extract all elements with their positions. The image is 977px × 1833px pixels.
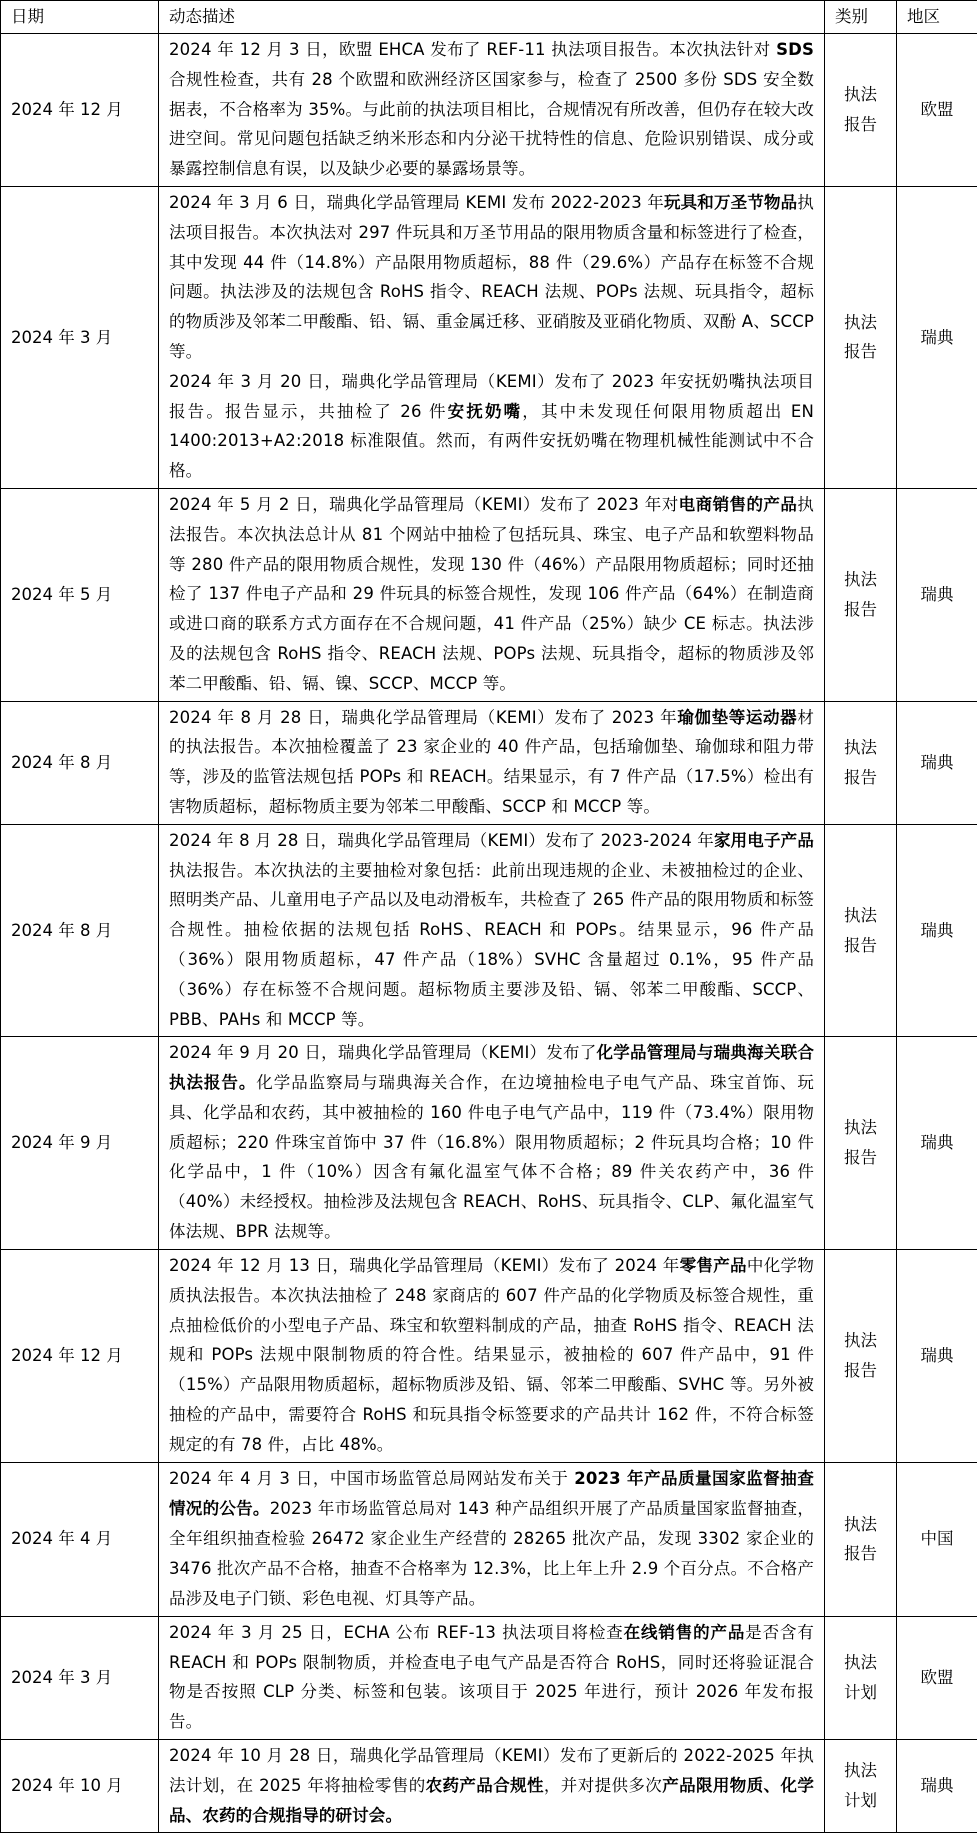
description-text: 中化学物质执法报告。本次执法抽检了 248 家商店的 607 件产品的化学物质及标签合规性，重点抽检低价的小型电子产品、珠宝和软塑料制成的产品，抽查 RoHS 指令、REACH 法规和 POPs 法规中限制物质的符合性。结果显示，被抽检的 607 件产品中，91 件（15%）产品限用物质超标，超标物质涉及铅、镉、邻苯二甲酸酯、SVHC 等。另外被抽检的产品中，需要符合 RoHS 和玩具指令标签要求的产品共计 162 件，不符合标签规定的有 78 件，占比 48%。 bbox=[169, 1256, 814, 1454]
row-date: 2024 年 3 月 bbox=[1, 1616, 159, 1739]
row-description bbox=[159, 701, 825, 824]
row-date: 2024 年 12 月 bbox=[1, 34, 159, 187]
row-date: 2024 年 3 月 bbox=[1, 186, 159, 488]
highlight-text: 产品限用物质、化学品、农药的合规指导的研讨会。 bbox=[169, 1776, 814, 1825]
row-description bbox=[159, 186, 825, 488]
category-text: 执法 bbox=[829, 80, 892, 110]
row-date: 2024 年 5 月 bbox=[1, 488, 159, 701]
category-text: 报告 bbox=[829, 1356, 892, 1386]
description-paragraph bbox=[169, 1251, 814, 1460]
row-date: 2024 年 9 月 bbox=[1, 1037, 159, 1250]
row-description bbox=[159, 34, 825, 187]
highlight-text: 玩具和万圣节物品 bbox=[664, 193, 797, 212]
row-category bbox=[825, 824, 897, 1037]
highlight-text: 电商销售的产品 bbox=[679, 495, 798, 514]
description-text: 执法报告。本次执法总计从 81 个网站中抽检了包括玩具、珠宝、电子产品和软塑料物品等 280 件产品的限用物质合规性，发现 130 件（46%）产品限用物质超标；同时还抽检了 137 件电子产品和 29 件玩具的标签合规性，发现 106 件产品（64%）在制造商或进口商的联系方式方面存在不合规问题，41 件产品（25%）缺少 CE 标志。执法涉及的法规包含 RoHS 指令、REACH 法规、POPs 法规、玩具指令，超标的物质涉及邻苯二甲酸酯、铅、镉、镍、SCCP、MCCP 等。 bbox=[169, 495, 814, 693]
description-paragraph bbox=[169, 1741, 814, 1830]
description-text: 2024 年 9 月 20 日，瑞典化学品管理局（KEMI）发布了 bbox=[169, 1043, 597, 1062]
description-paragraph bbox=[169, 1618, 814, 1737]
category-text: 报告 bbox=[829, 1539, 892, 1569]
highlight-text: 化学品管理局与瑞典海关联合执法报告。 bbox=[169, 1043, 814, 1092]
description-text: 材的执法报告。本次抽检覆盖了 23 家企业的 40 件产品，包括瑜伽垫、瑜伽球和阻力带等，涉及的监管法规包括 POPs 和 REACH。结果显示，有 7 件产品（17.5%）检出有害物质超标，超标物质主要为邻苯二甲酸酯、SCCP 和 MCCP 等。 bbox=[169, 708, 814, 816]
description-paragraph bbox=[169, 826, 814, 1035]
description-paragraph bbox=[169, 367, 814, 486]
row-description bbox=[159, 488, 825, 701]
table-row bbox=[1, 34, 977, 187]
row-region: 中国 bbox=[897, 1462, 977, 1616]
description-text: 2024 年 5 月 2 日，瑞典化学品管理局（KEMI）发布了 2023 年对 bbox=[169, 495, 679, 514]
description-text: 2024 年 3 月 20 日，瑞典化学品管理局（KEMI）发布了 2023 年安抚奶嘴执法项目报告。报告显示，共抽检了 26 件 bbox=[169, 372, 814, 421]
highlight-text: 瑜伽垫等运动器 bbox=[677, 708, 797, 727]
category-text: 执法 bbox=[829, 1113, 892, 1143]
row-region: 瑞典 bbox=[897, 701, 977, 824]
description-paragraph bbox=[169, 35, 814, 184]
header-date: 日期 bbox=[1, 1, 159, 34]
row-category bbox=[825, 1462, 897, 1616]
category-text: 执法 bbox=[829, 733, 892, 763]
description-paragraph bbox=[169, 703, 814, 822]
row-description bbox=[159, 1616, 825, 1739]
row-category bbox=[825, 186, 897, 488]
table-header-row bbox=[1, 1, 977, 34]
table-row bbox=[1, 824, 977, 1037]
table-row bbox=[1, 1462, 977, 1616]
category-text: 报告 bbox=[829, 1143, 892, 1173]
row-date: 2024 年 12 月 bbox=[1, 1249, 159, 1462]
table-row bbox=[1, 1616, 977, 1739]
header-region: 地区 bbox=[897, 1, 977, 34]
highlight-text: 农药产品合规性 bbox=[426, 1776, 544, 1795]
row-region: 欧盟 bbox=[897, 1616, 977, 1739]
description-text: 执法报告。本次执法的主要抽检对象包括：此前出现违规的企业、未被抽检过的企业、照明类产品、儿童用电子产品以及电动滑板车，共检查了 265 件产品的限用物质和标签合规性。抽检依据的法规包括 RoHS、REACH 和 POPs。结果显示，96 件产品（36%）限用物质超标，47 件产品（18%）SVHC 含量超过 0.1%，95 件产品（36%）存在标签不合规问题。超标物质主要涉及铅、镉、邻苯二甲酸酯、SCCP、PBB、PAHs 和 MCCP 等。 bbox=[169, 861, 814, 1029]
highlight-text: SDS bbox=[776, 40, 814, 59]
category-text: 计划 bbox=[829, 1678, 892, 1708]
table-row bbox=[1, 1037, 977, 1250]
description-text: 2024 年 12 月 13 日，瑞典化学品管理局（KEMI）发布了 2024 年 bbox=[169, 1256, 680, 1275]
row-date: 2024 年 8 月 bbox=[1, 824, 159, 1037]
description-text: 合规性检查，共有 28 个欧盟和欧洲经济区国家参与，检查了 2500 多份 SDS 安全数据表，不合格率为 35%。与此前的执法项目相比，合规情况有所改善，但仍存在较大改进空间。常见问题包括缺乏纳米形态和内分泌干扰特性的信息、危险识别错误、成分或暴露控制信息有误，以及缺少必要的暴露场景等。 bbox=[169, 70, 814, 178]
category-text: 执法 bbox=[829, 1756, 892, 1786]
category-text: 计划 bbox=[829, 1786, 892, 1816]
row-description bbox=[159, 1037, 825, 1250]
row-category bbox=[825, 1037, 897, 1250]
description-text: 2024 年 3 月 25 日，ECHA 公布 REF-13 执法项目将检查 bbox=[169, 1623, 624, 1642]
description-text: ，其中未发现任何限用物质超出 EN 1400:2013+A2:2018 标准限值。然而，有两件安抚奶嘴在物理机械性能测试中不合格。 bbox=[169, 402, 814, 481]
row-region: 瑞典 bbox=[897, 488, 977, 701]
description-text: 2023 年市场监管总局对 143 种产品组织开展了产品质量国家监督抽查，全年组织抽查检验 26472 家企业生产经营的 28265 批次产品，发现 3302 家企业的 3476 批次产品不合格，抽查不合格率为 12.3%，比上年上升 2.9 个百分点。不合格产品涉及电子门锁、彩色电视、灯具等产品。 bbox=[169, 1499, 814, 1607]
highlight-text: 零售产品 bbox=[680, 1256, 747, 1275]
header-description: 动态描述 bbox=[159, 1, 825, 34]
description-text: 2024 年 8 月 28 日，瑞典化学品管理局（KEMI）发布了 2023 年 bbox=[169, 708, 677, 727]
row-category bbox=[825, 1616, 897, 1739]
row-category bbox=[825, 488, 897, 701]
description-text: ，并对提供多次 bbox=[544, 1776, 662, 1795]
table-row bbox=[1, 1249, 977, 1462]
description-text: 2024 年 3 月 6 日，瑞典化学品管理局 KEMI 发布 2022-2023 年 bbox=[169, 193, 664, 212]
category-text: 报告 bbox=[829, 595, 892, 625]
row-region: 瑞典 bbox=[897, 186, 977, 488]
row-date: 2024 年 8 月 bbox=[1, 701, 159, 824]
header-category: 类别 bbox=[825, 1, 897, 34]
highlight-text: 安抚奶嘴 bbox=[448, 402, 523, 421]
description-text: 2024 年 10 月 28 日，瑞典化学品管理局（KEMI）发布了更新后的 2022-2025 年执法计划，在 2025 年将抽检零售的 bbox=[169, 1746, 814, 1795]
row-description bbox=[159, 1249, 825, 1462]
highlight-text: 2023 年产品质量国家监督抽查情况的公告。 bbox=[169, 1469, 814, 1518]
row-category bbox=[825, 701, 897, 824]
category-text: 报告 bbox=[829, 337, 892, 367]
highlight-text: 家用电子产品 bbox=[714, 831, 814, 850]
row-date: 2024 年 4 月 bbox=[1, 1462, 159, 1616]
row-category bbox=[825, 34, 897, 187]
category-text: 执法 bbox=[829, 565, 892, 595]
category-text: 执法 bbox=[829, 1648, 892, 1678]
row-region: 瑞典 bbox=[897, 1037, 977, 1250]
row-region: 瑞典 bbox=[897, 824, 977, 1037]
description-paragraph bbox=[169, 1464, 814, 1613]
highlight-text: 在线销售的产品 bbox=[624, 1623, 746, 1642]
category-text: 执法 bbox=[829, 308, 892, 338]
description-text: 2024 年 12 月 3 日，欧盟 EHCA 发布了 REF-11 执法项目报告。本次执法针对 bbox=[169, 40, 776, 59]
category-text: 报告 bbox=[829, 931, 892, 961]
description-paragraph bbox=[169, 188, 814, 367]
category-text: 执法 bbox=[829, 901, 892, 931]
description-text: 执法项目报告。本次执法对 297 件玩具和万圣节用品的限用物质含量和标签进行了检查，其中发现 44 件（14.8%）产品限用物质超标，88 件（29.6%）产品存在标签不合规问题。执法涉及的法规包含 RoHS 指令、REACH 法规、POPs 法规、玩具指令，超标的物质涉及邻苯二甲酸酯、铅、镉、重金属迁移、亚硝胺及亚硝化物质、双酚 A、SCCP 等。 bbox=[169, 193, 814, 361]
row-region: 欧盟 bbox=[897, 34, 977, 187]
row-description bbox=[159, 1462, 825, 1616]
row-description bbox=[159, 824, 825, 1037]
category-text: 执法 bbox=[829, 1510, 892, 1540]
category-text: 报告 bbox=[829, 110, 892, 140]
description-text: 化学品监察局与瑞典海关合作，在边境抽检电子电气产品、珠宝首饰、玩具、化学品和农药，其中被抽检的 160 件电子电气产品中，119 件（73.4%）限用物质超标；220 件珠宝首饰中 37 件（16.8%）限用物质超标；2 件玩具均合格；10 件化学品中，1 件（10%）因含有氟化温室气体不合格；89 件关农药产中，36 件（40%）未经授权。抽检涉及法规包含 REACH、RoHS、玩具指令、CLP、氟化温室气体法规、BPR 法规等。 bbox=[169, 1073, 814, 1241]
row-region: 瑞典 bbox=[897, 1740, 977, 1833]
category-text: 报告 bbox=[829, 763, 892, 793]
row-region: 瑞典 bbox=[897, 1249, 977, 1462]
description-paragraph bbox=[169, 1038, 814, 1247]
row-date: 2024 年 10 月 bbox=[1, 1740, 159, 1833]
description-text: 是否含有 REACH 和 POPs 限制物质，并检查电子电气产品是否符合 RoHS，同时还将验证混合物是否按照 CLP 分类、标签和包装。该项目于 2025 年进行，预计 2026 年发布报告。 bbox=[169, 1623, 814, 1731]
description-paragraph bbox=[169, 490, 814, 699]
description-text: 2024 年 4 月 3 日，中国市场监管总局网站发布关于 bbox=[169, 1469, 574, 1488]
table-row bbox=[1, 701, 977, 824]
description-text: 2024 年 8 月 28 日，瑞典化学品管理局（KEMI）发布了 2023-2024 年 bbox=[169, 831, 714, 850]
table-row bbox=[1, 488, 977, 701]
category-text: 执法 bbox=[829, 1326, 892, 1356]
table-row bbox=[1, 186, 977, 488]
row-category bbox=[825, 1249, 897, 1462]
